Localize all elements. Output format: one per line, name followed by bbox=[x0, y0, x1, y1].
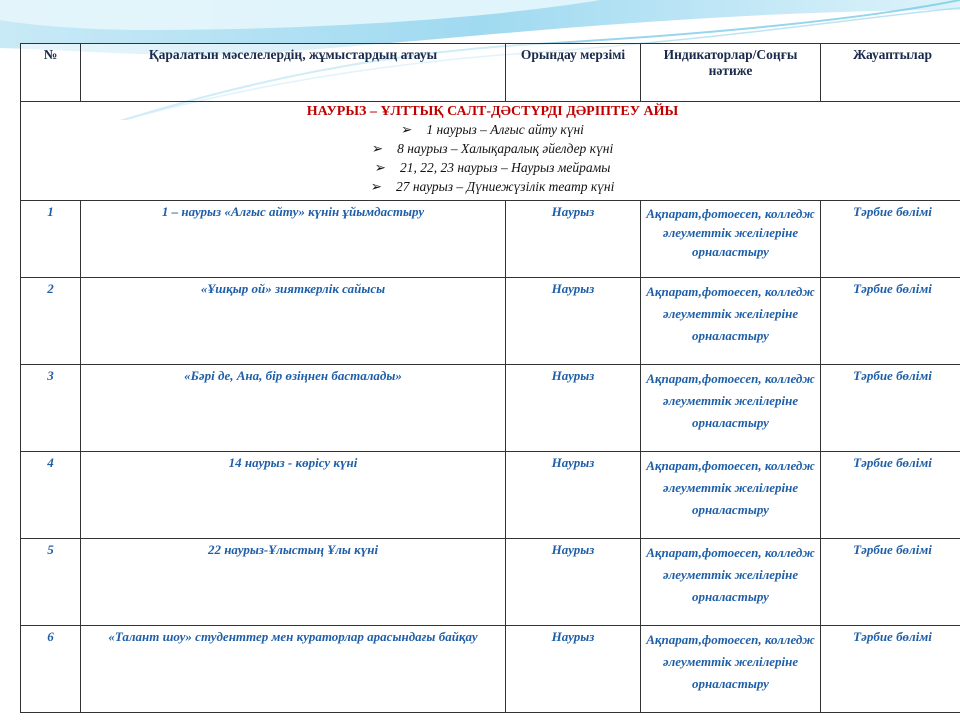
cell-date: Наурыз bbox=[506, 365, 641, 452]
cell-responsible: Тәрбие бөлімі bbox=[821, 278, 960, 365]
cell-date: Наурыз bbox=[506, 626, 641, 713]
banner-item: ➢ 21, 22, 23 наурыз – Наурыз мейрамы bbox=[374, 160, 611, 175]
cell-name: 1 – наурыз «Алғыс айту» күнін ұйымдастыру bbox=[81, 201, 506, 278]
cell-responsible: Тәрбие бөлімі bbox=[821, 365, 960, 452]
cell-date: Наурыз bbox=[506, 452, 641, 539]
cell-indicator: Ақпарат,фотоесеп, колледж әлеуметтік желілеріне орналастыру bbox=[641, 278, 821, 365]
cell-responsible: Тәрбие бөлімі bbox=[821, 201, 960, 278]
cell-indicator: Ақпарат,фотоесеп, колледж әлеуметтік желілеріне орналастыру bbox=[641, 365, 821, 452]
plan-table bbox=[20, 43, 960, 713]
header-indicator: Индикаторлар/Соңғы нәтиже bbox=[641, 44, 821, 102]
cell-date: Наурыз bbox=[506, 539, 641, 626]
arrow-bullet-icon: ➢ bbox=[401, 122, 413, 137]
cell-name: «Бәрі де, Ана, бір өзіңнен басталады» bbox=[81, 365, 506, 452]
cell-indicator: Ақпарат,фотоесеп, колледж әлеуметтік желілеріне орналастыру bbox=[641, 201, 821, 278]
table-row bbox=[21, 201, 960, 278]
cell-name: 22 наурыз-Ұлыстың Ұлы күні bbox=[81, 539, 506, 626]
table-row bbox=[21, 539, 960, 626]
cell-indicator: Ақпарат,фотоесеп, колледж әлеуметтік желілеріне орналастыру bbox=[641, 539, 821, 626]
cell-date: Наурыз bbox=[506, 201, 641, 278]
banner-item: ➢ 1 наурыз – Алғыс айту күні bbox=[401, 122, 584, 137]
table-row bbox=[21, 452, 960, 539]
cell-indicator: Ақпарат,фотоесеп, колледж әлеуметтік желілеріне орналастыру bbox=[641, 452, 821, 539]
header-responsible: Жауаптылар bbox=[821, 44, 960, 102]
banner-title: НАУРЫЗ – ҰЛТТЫҚ САЛТ-ДӘСТҮРДІ ДӘРІПТЕУ АЙЫ bbox=[306, 104, 679, 119]
arrow-bullet-icon: ➢ bbox=[371, 141, 384, 156]
cell-name: 14 наурыз - көрісу күні bbox=[81, 452, 506, 539]
cell-name: «Талант шоу» студенттер мен кураторлар арасындағы байқау bbox=[81, 626, 506, 713]
cell-number: 5 bbox=[21, 539, 81, 626]
table-row bbox=[21, 626, 960, 713]
cell-number: 4 bbox=[21, 452, 81, 539]
cell-number: 1 bbox=[21, 201, 81, 278]
table-row bbox=[21, 278, 960, 365]
cell-responsible: Тәрбие бөлімі bbox=[821, 539, 960, 626]
cell-name: «Ұшқыр ой» зияткерлік сайысы bbox=[81, 278, 506, 365]
month-banner-row bbox=[21, 102, 960, 201]
header-name: Қаралатын мәселелердің, жұмыстардың атауы bbox=[81, 44, 506, 102]
cell-number: 3 bbox=[21, 365, 81, 452]
banner-item: ➢ 8 наурыз – Халықаралық әйелдер күні bbox=[371, 141, 614, 156]
table-row bbox=[21, 365, 960, 452]
header-date: Орындау мерзімі bbox=[506, 44, 641, 102]
cell-number: 2 bbox=[21, 278, 81, 365]
cell-responsible: Тәрбие бөлімі bbox=[821, 626, 960, 713]
cell-indicator: Ақпарат,фотоесеп, колледж әлеуметтік желілеріне орналастыру bbox=[641, 626, 821, 713]
cell-date: Наурыз bbox=[506, 278, 641, 365]
arrow-bullet-icon: ➢ bbox=[370, 179, 382, 194]
cell-responsible: Тәрбие бөлімі bbox=[821, 452, 960, 539]
cell-number: 6 bbox=[21, 626, 81, 713]
header-number: № bbox=[21, 44, 81, 102]
banner-item: ➢ 27 наурыз – Дүниежүзілік театр күні bbox=[370, 179, 615, 194]
table-header-row bbox=[21, 44, 960, 102]
arrow-bullet-icon: ➢ bbox=[374, 160, 386, 175]
